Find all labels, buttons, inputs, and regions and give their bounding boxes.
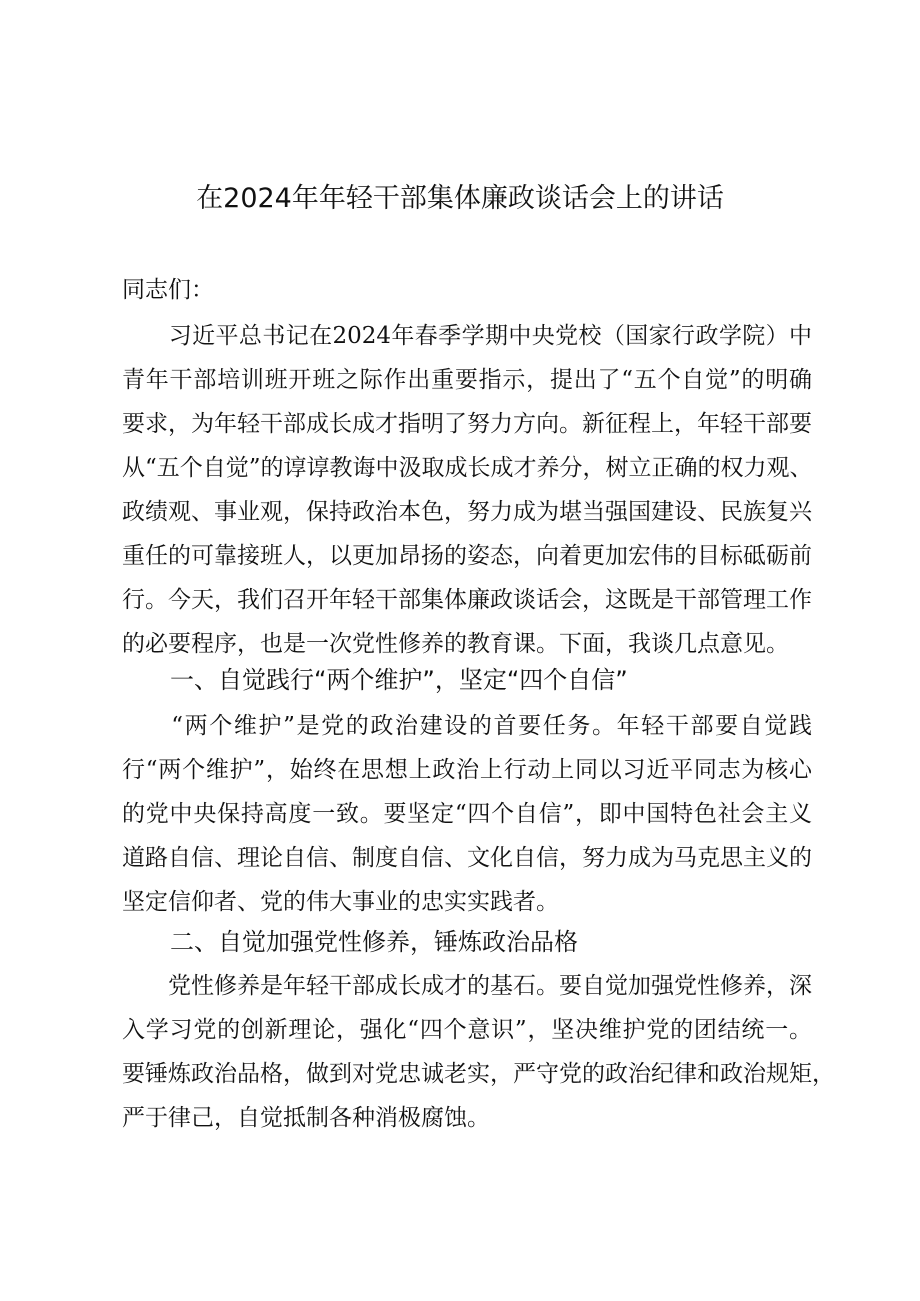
paragraph-line: 党性修养是年轻干部成长成才的基石。要自觉加强党性修养，深 xyxy=(122,973,812,999)
paragraph-line: 的党中央保持高度一致。要坚定“四个自信”，即中国特色社会主义 xyxy=(122,801,812,827)
section-heading-2: 二、自觉加强党性修养，锤炼政治品格 xyxy=(170,928,578,956)
paragraph-line: 的必要程序，也是一次党性修养的教育课。下面，我谈几点意见。 xyxy=(122,631,789,657)
paragraph-line: 习近平总书记在2024年春季学期中央党校（国家行政学院）中 xyxy=(122,323,812,349)
paragraph-line: 坚定信仰者、党的伟大事业的忠实实践者。 xyxy=(122,889,559,915)
paragraph-line: 青年干部培训班开班之际作出重要指示，提出了“五个自觉”的明确 xyxy=(122,367,812,393)
paragraph-line: 要锤炼政治品格，做到对党忠诚老实，严守党的政治纪律和政治规矩， xyxy=(122,1061,835,1087)
paragraph-line: 政绩观、事业观，保持政治本色，努力成为堪当强国建设、民族复兴 xyxy=(122,499,812,525)
paragraph-line: 重任的可靠接班人，以更加昂扬的姿态，向着更加宏伟的目标砥砺前 xyxy=(122,543,812,569)
paragraph-line: 入学习党的创新理论，强化“四个意识”，坚决维护党的团结统一。 xyxy=(122,1017,812,1043)
section2-paragraph xyxy=(122,964,835,1140)
section-heading-1: 一、自觉践行“两个维护”，坚定“四个自信” xyxy=(170,666,628,694)
salutation: 同志们： xyxy=(122,277,214,303)
paragraph-line: 从“五个自觉”的谆谆教诲中汲取成长成才养分，树立正确的权力观、 xyxy=(122,455,813,481)
intro-paragraph xyxy=(122,314,812,666)
paragraph-line: 要求，为年轻干部成长成才指明了努力方向。新征程上，年轻干部要 xyxy=(122,411,812,437)
paragraph-line: 严于律己，自觉抵制各种消极腐蚀。 xyxy=(122,1105,490,1131)
paragraph-line: 行。今天，我们召开年轻干部集体廉政谈话会，这既是干部管理工作 xyxy=(122,587,812,613)
paragraph-line: 行“两个维护”，始终在思想上政治上行动上同以习近平同志为核心 xyxy=(122,757,812,783)
paragraph-line: 道路自信、理论自信、制度自信、文化自信，努力成为马克思主义的 xyxy=(122,845,812,871)
paragraph-line: “两个维护”是党的政治建设的首要任务。年轻干部要自觉践 xyxy=(122,713,812,739)
document-title: 在2024年年轻干部集体廉政谈话会上的讲话 xyxy=(196,183,724,214)
section1-paragraph xyxy=(122,704,812,924)
